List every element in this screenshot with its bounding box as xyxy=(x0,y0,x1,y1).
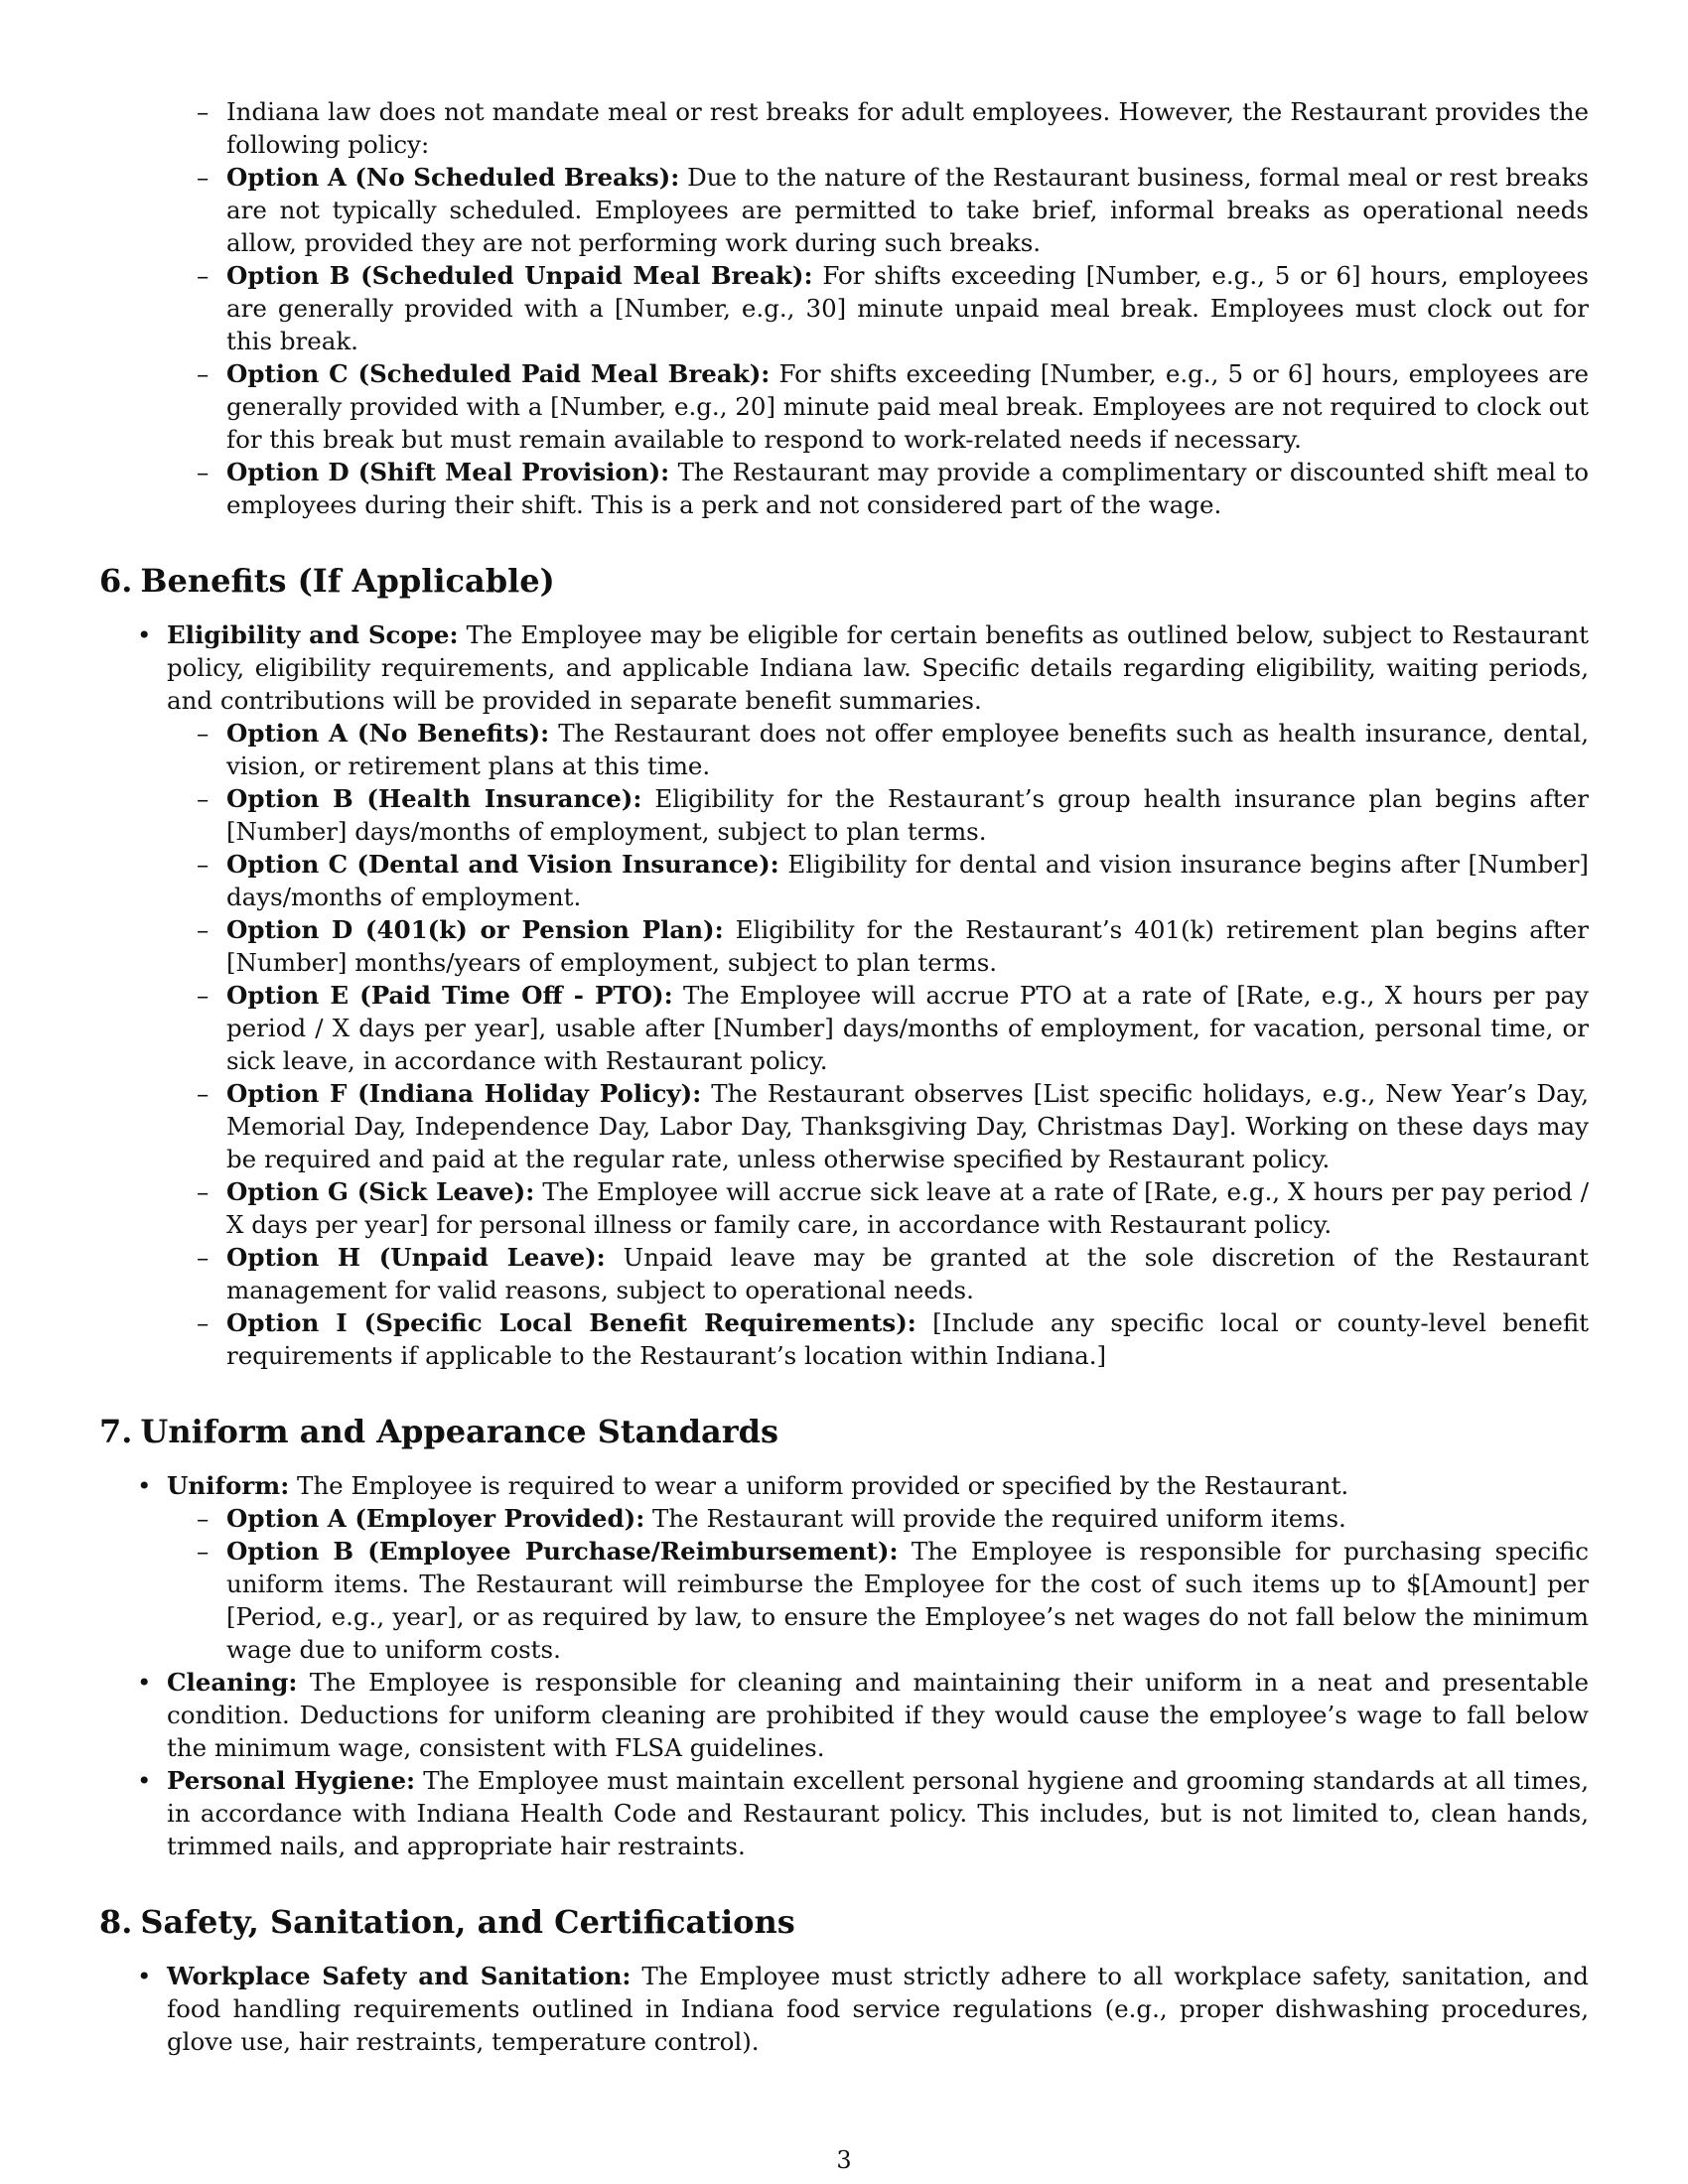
item-text: The Employee is required to wear a uniform provided or specified by the Restaurant. xyxy=(289,1471,1349,1500)
bullet-item xyxy=(99,1666,1589,1764)
dash-marker: – xyxy=(197,1243,210,1272)
item-text: Eligibility for dental and vision insurance begins after [Number] days/months of employment. xyxy=(226,850,1589,911)
section-7-heading xyxy=(99,1412,1589,1451)
item-label: Option A (No Benefits): xyxy=(226,719,550,748)
dash-marker: – xyxy=(197,1504,210,1533)
bullet-item xyxy=(99,1469,1589,1502)
section-number: 7. xyxy=(99,1413,133,1450)
item-text: The Restaurant observes [List specific holidays, e.g., New Year’s Day, Memorial Day, Independence Day, Labor Day, Thanksgiving Day, Christmas Day]. Working on these days may be required and paid at the regular rate, unless otherwise specified by Restaurant policy. xyxy=(226,1079,1589,1173)
item-text: The Restaurant will provide the required uniform items. xyxy=(644,1504,1346,1533)
item-text: The Employee must strictly adhere to all workplace safety, sanitation, and food handling requirements outlined in Indiana food service regulations (e.g., proper dishwashing procedures, glove use, hair restraints, temperature control). xyxy=(167,1962,1589,2056)
bullet-marker: • xyxy=(137,1766,152,1795)
item-label: Option F (Indiana Holiday Policy): xyxy=(226,1079,702,1108)
option-item xyxy=(99,979,1589,1077)
dash-marker: – xyxy=(197,359,210,388)
section-number: 8. xyxy=(99,1903,133,1941)
item-label: Option D (Shift Meal Provision): xyxy=(226,458,670,486)
bullet-marker: • xyxy=(137,1668,152,1697)
item-text: The Restaurant does not offer employee benefits such as health insurance, dental, vision, or retirement plans at this time. xyxy=(226,719,1589,780)
option-item xyxy=(99,913,1589,979)
item-label: Option H (Unpaid Leave): xyxy=(226,1243,606,1272)
dash-marker: – xyxy=(197,1537,210,1566)
item-label: Eligibility and Scope: xyxy=(167,620,459,649)
dash-marker: – xyxy=(197,1308,210,1337)
intro-item xyxy=(99,259,1589,357)
option-item xyxy=(99,782,1589,848)
item-label: Option C (Scheduled Paid Meal Break): xyxy=(226,359,771,388)
section-title: Benefits (If Applicable) xyxy=(140,562,555,600)
option-item xyxy=(99,1077,1589,1175)
item-label: Personal Hygiene: xyxy=(167,1766,416,1795)
dash-marker: – xyxy=(197,784,210,813)
item-label: Workplace Safety and Sanitation: xyxy=(167,1962,632,1990)
item-text: For shifts exceeding [Number, e.g., 5 or 6] hours, employees are generally provided with a [Number, e.g., 30] minute unpaid meal break. Employees must clock out for this break. xyxy=(226,261,1589,355)
bullet-item xyxy=(99,1764,1589,1862)
item-text: The Employee is responsible for purchasing specific uniform items. The Restaurant will reimburse the Employee for the cost of such items up to $[Amount] per [Period, e.g., year], or as required by law, to ensure the Employee’s net wages do not fall below the minimum wage due to uniform costs. xyxy=(226,1537,1589,1664)
item-text: The Employee may be eligible for certain benefits as outlined below, subject to Restaurant policy, eligibility requirements, and applicable Indiana law. Specific details regarding eligibility, waiting periods, and contributions will be provided in separate benefit summaries. xyxy=(167,620,1589,715)
item-label: Option B (Health Insurance): xyxy=(226,784,642,813)
item-label: Uniform: xyxy=(167,1471,290,1500)
item-text: The Employee will accrue sick leave at a rate of [Rate, e.g., X hours per pay period / X days per year] for personal illness or family care, in accordance with Restaurant policy. xyxy=(226,1177,1589,1239)
bullet-marker: • xyxy=(137,620,152,649)
option-item xyxy=(99,1502,1589,1535)
option-item xyxy=(99,1535,1589,1666)
intro-item xyxy=(99,357,1589,456)
bullet-marker: • xyxy=(137,1471,152,1500)
intro-item xyxy=(99,95,1589,161)
option-item xyxy=(99,848,1589,913)
intro-item xyxy=(99,456,1589,521)
item-label: Option B (Employee Purchase/Reimbursement): xyxy=(226,1537,899,1566)
item-label: Option E (Paid Time Off - PTO): xyxy=(226,981,673,1010)
section-title: Safety, Sanitation, and Certifications xyxy=(140,1903,795,1941)
item-text: [Include any specific local or county-level benefit requirements if applicable to the Restaurant’s location within Indiana.] xyxy=(226,1308,1590,1370)
bullet-marker: • xyxy=(137,1962,152,1990)
dash-marker: – xyxy=(197,97,210,126)
item-label: Option I (Specific Local Benefit Requirements): xyxy=(226,1308,916,1337)
dash-marker: – xyxy=(197,261,210,290)
item-label: Option C (Dental and Vision Insurance): xyxy=(226,850,779,879)
item-label: Option B (Scheduled Unpaid Meal Break): xyxy=(226,261,813,290)
item-label: Option D (401(k) or Pension Plan): xyxy=(226,915,724,944)
item-text: Eligibility for the Restaurant’s group health insurance plan begins after [Number] days/months of employment, subject to plan terms. xyxy=(226,784,1589,846)
dash-marker: – xyxy=(197,981,210,1010)
option-item xyxy=(99,1175,1589,1241)
dash-marker: – xyxy=(197,915,210,944)
item-label: Option A (No Scheduled Breaks): xyxy=(226,163,680,192)
item-text: Indiana law does not mandate meal or rest breaks for adult employees. However, the Restaurant provides the following policy: xyxy=(226,97,1589,159)
item-text: The Employee will accrue PTO at a rate of [Rate, e.g., X hours per pay period / X days per year], usable after [Number] days/months of employment, for vacation, personal time, or sick leave, in accordance with Restaurant policy. xyxy=(226,981,1589,1075)
dash-marker: – xyxy=(197,163,210,192)
option-item xyxy=(99,1241,1589,1306)
dash-marker: – xyxy=(197,850,210,879)
intro-item xyxy=(99,161,1589,259)
option-item xyxy=(99,717,1589,782)
item-text: The Restaurant may provide a complimentary or discounted shift meal to employees during their shift. This is a perk and not considered part of the wage. xyxy=(226,458,1589,519)
section-6-heading xyxy=(99,561,1589,601)
dash-marker: – xyxy=(197,719,210,748)
section-number: 6. xyxy=(99,562,133,600)
bullet-item xyxy=(99,1960,1589,2058)
dash-marker: – xyxy=(197,1177,210,1206)
option-item xyxy=(99,1306,1589,1372)
section-8-heading xyxy=(99,1902,1589,1942)
document-page xyxy=(99,95,1589,2058)
item-label: Cleaning: xyxy=(167,1668,298,1697)
page-number: 3 xyxy=(836,2146,852,2174)
item-label: Option G (Sick Leave): xyxy=(226,1177,535,1206)
item-text: The Employee is responsible for cleaning and maintaining their uniform in a neat and presentable condition. Deductions for uniform cleaning are prohibited if they would cause the employee’s wage to fall below the minimum wage, consistent with FLSA guidelines. xyxy=(167,1668,1589,1762)
item-text: Eligibility for the Restaurant’s 401(k) retirement plan begins after [Number] months/years of employment, subject to plan terms. xyxy=(226,915,1590,977)
item-text: The Employee must maintain excellent personal hygiene and grooming standards at all times, in accordance with Indiana Health Code and Restaurant policy. This includes, but is not limited to, clean hands, trimmed nails, and appropriate hair restraints. xyxy=(167,1766,1589,1860)
item-label: Option A (Employer Provided): xyxy=(226,1504,645,1533)
bullet-item xyxy=(99,618,1589,717)
dash-marker: – xyxy=(197,458,210,486)
item-text: Due to the nature of the Restaurant business, formal meal or rest breaks are not typically scheduled. Employees are permitted to take brief, informal breaks as operational needs allow, provided they are not performing work during such breaks. xyxy=(226,163,1589,257)
item-text: For shifts exceeding [Number, e.g., 5 or 6] hours, employees are generally provided with a [Number, e.g., 20] minute paid meal break. Employees are not required to clock out for this break but must remain available to respond to work-related needs if necessary. xyxy=(226,359,1590,454)
item-text: Unpaid leave may be granted at the sole discretion of the Restaurant management for valid reasons, subject to operational needs. xyxy=(226,1243,1589,1304)
dash-marker: – xyxy=(197,1079,210,1108)
section-title: Uniform and Appearance Standards xyxy=(140,1413,778,1450)
